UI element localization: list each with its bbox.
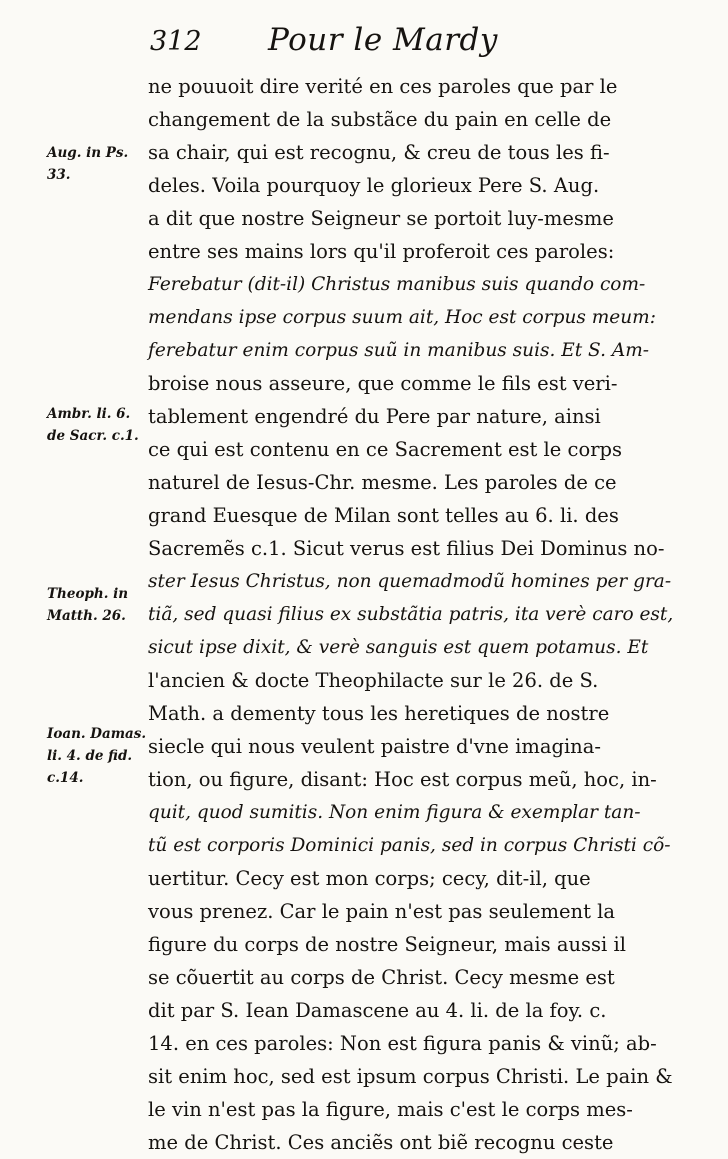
text-line: grand Euesque de Milan sont telles au 6. li. des	[148, 504, 619, 527]
text-line: Ferebatur (dit-il) Christus manibus suis quando com-	[148, 274, 646, 295]
text-line: le vin n'est pas la figure, mais c'est le corps mes-	[148, 1098, 633, 1121]
margin-note-line: 33.	[47, 167, 71, 183]
text-line: me de Christ. Ces anciẽs ont biẽ recognu ceste	[148, 1131, 614, 1154]
text-line: se cõuertit au corps de Christ. Cecy mesme est	[148, 966, 615, 989]
text-line: naturel de Iesus-Chr. mesme. Les paroles de ce	[148, 471, 617, 494]
text-line: siecle qui nous veulent paistre d'vne imagina-	[148, 735, 601, 758]
margin-note-line: Ioan. Damas.	[47, 726, 147, 742]
margin-note-line: c.14.	[47, 770, 84, 786]
text-line: deles. Voila pourquoy le glorieux Pere S. Aug.	[148, 174, 600, 197]
text-line: figure du corps de nostre Seigneur, mais aussi il	[148, 933, 626, 956]
text-line: tion, ou figure, disant: Hoc est corpus meũ, hoc, in-	[148, 768, 657, 791]
running-title: Pour le Mardy	[268, 22, 498, 58]
margin-note-line: li. 4. de fid.	[47, 748, 133, 764]
main-text	[148, 70, 674, 1159]
text-line: vous prenez. Car le pain n'est pas seulement la	[148, 900, 615, 923]
margin-note-line: Theoph. in	[47, 586, 129, 602]
text-line: quit, quod sumitis. Non enim figura & exemplar tan-	[148, 802, 641, 823]
text-line: dit par S. Iean Damascene au 4. li. de la foy. c.	[148, 999, 607, 1022]
margin-note-augustine	[47, 142, 128, 186]
margin-note-line: Ambr. li. 6.	[47, 406, 131, 422]
text-line: ne pouuoit dire verité en ces paroles que par le	[148, 75, 618, 98]
margin-note-line: de Sacr. c.1.	[47, 428, 139, 444]
text-line: mendans ipse corpus suum ait, Hoc est corpus meum:	[148, 307, 656, 328]
text-line: sit enim hoc, sed est ipsum corpus Christi. Le pain &	[148, 1065, 673, 1088]
text-line: Math. a dementy tous les heretiques de nostre	[148, 702, 610, 725]
text-line: sa chair, qui est recognu, & creu de tous les fi-	[148, 141, 610, 164]
page-number: 312	[150, 26, 202, 57]
text-line: uertitur. Cecy est mon corps; cecy, dit-il, que	[148, 867, 591, 890]
text-line: ferebatur enim corpus suũ in manibus suis. Et S. Am-	[148, 340, 649, 361]
text-line: sicut ipse dixit, & verè sanguis est quem potamus. Et	[148, 637, 649, 658]
page-header	[150, 22, 580, 66]
margin-note-line: Aug. in Ps.	[47, 145, 129, 161]
text-line: tiã, sed quasi filius ex substãtia patris, ita verè caro est,	[148, 604, 674, 625]
text-line: 14. en ces paroles: Non est figura panis & vinũ; ab-	[148, 1032, 657, 1055]
text-line: tũ est corporis Dominici panis, sed in corpus Christi cõ-	[148, 835, 671, 856]
margin-note-ambrose	[47, 403, 139, 447]
text-line: broise nous asseure, que comme le fils est veri-	[148, 372, 618, 395]
text-line: changement de la substãce du pain en celle de	[148, 108, 612, 131]
text-line: Sacremẽs c.1. Sicut verus est filius Dei Dominus no-	[148, 537, 665, 560]
text-line: ce qui est contenu en ce Sacrement est le corps	[148, 438, 623, 461]
margin-note-theophylact	[47, 583, 128, 627]
margin-note-line: Matth. 26.	[47, 608, 126, 624]
text-line: entre ses mains lors qu'il proferoit ces paroles:	[148, 240, 615, 263]
text-line: tablement engendré du Pere par nature, ainsi	[148, 405, 601, 428]
text-line: a dit que nostre Seigneur se portoit luy-mesme	[148, 207, 614, 230]
text-line: l'ancien & docte Theophilacte sur le 26. de S.	[148, 669, 599, 692]
margin-note-damascene	[47, 723, 146, 789]
text-line: ster Iesus Christus, non quemadmodũ homines per gra-	[148, 571, 672, 592]
